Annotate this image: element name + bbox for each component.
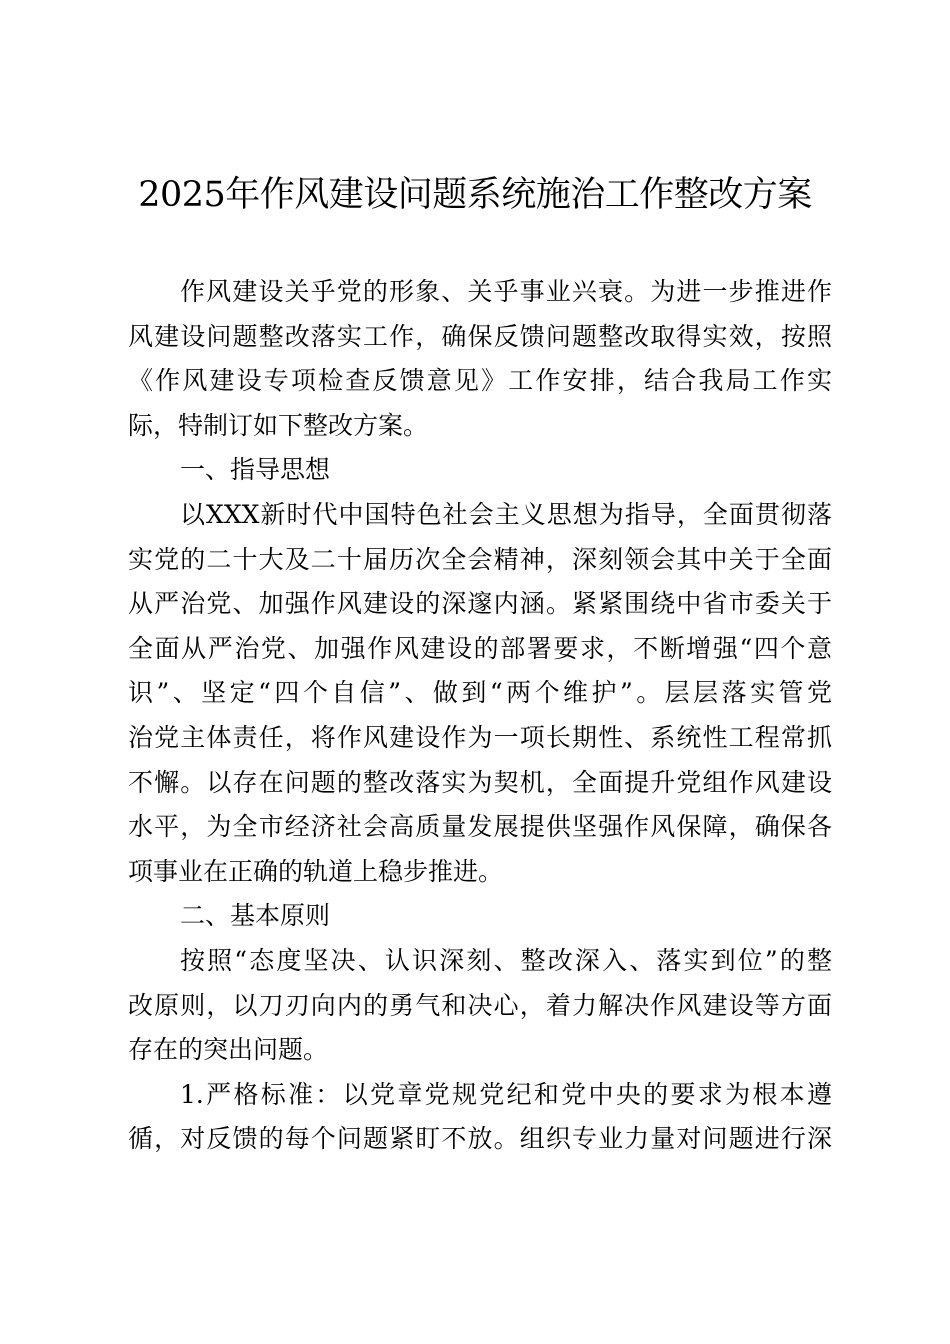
text-line: 存在的突出问题。 [128, 1035, 329, 1065]
text-line: 从严治党、加强作风建设的深邃内涵。紧紧围绕中省市委关于 [128, 589, 832, 619]
text-line: 二、基本原则 [180, 901, 331, 931]
text-line: 按照“态度坚决、认识深刻、整改深入、落实到位”的整 [180, 945, 832, 975]
text-line: 《作风建设专项检查反馈意见》工作安排，结合我局工作实 [128, 366, 832, 396]
text-line: 循，对反馈的每个问题紧盯不放。组织专业力量对问题进行深 [128, 1124, 832, 1154]
text-line: 水平，为全市经济社会高质量发展提供坚强作风保障，确保各 [128, 812, 832, 842]
text-line: 一、指导思想 [180, 455, 331, 485]
text-line: 以XXX新时代中国特色社会主义思想为指导，全面贯彻落 [180, 499, 832, 529]
document-body [128, 270, 832, 1162]
text-line: 改原则，以刀刃向内的勇气和决心，着力解决作风建设等方面 [128, 990, 832, 1020]
text-line: 不懈。以存在问题的整改落实为契机，全面提升党组作风建设 [128, 767, 832, 797]
text-line: 1.严格标准：以党章党规党纪和党中央的要求为根本遵 [180, 1079, 832, 1109]
text-line: 治党主体责任，将作风建设作为一项长期性、系统性工程常抓 [128, 722, 832, 752]
text-line: 识”、坚定“四个自信”、做到“两个维护”。层层落实管党 [128, 678, 832, 708]
text-line: 作风建设关乎党的形象、关乎事业兴衰。为进一步推进作 [180, 277, 832, 306]
text-line: 全面从严治党、加强作风建设的部署要求，不断增强“四个意 [128, 633, 832, 663]
document-title: 2025年作风建设问题系统施治工作整改方案 [138, 175, 812, 215]
text-line: 风建设问题整改落实工作，确保反馈问题整改取得实效，按照 [128, 321, 832, 351]
text-line: 实党的二十大及二十届历次全会精神，深刻领会其中关于全面 [128, 544, 832, 574]
text-line: 际，特制订如下整改方案。 [128, 410, 429, 440]
text-line: 项事业在正确的轨道上稳步推进。 [128, 856, 504, 886]
